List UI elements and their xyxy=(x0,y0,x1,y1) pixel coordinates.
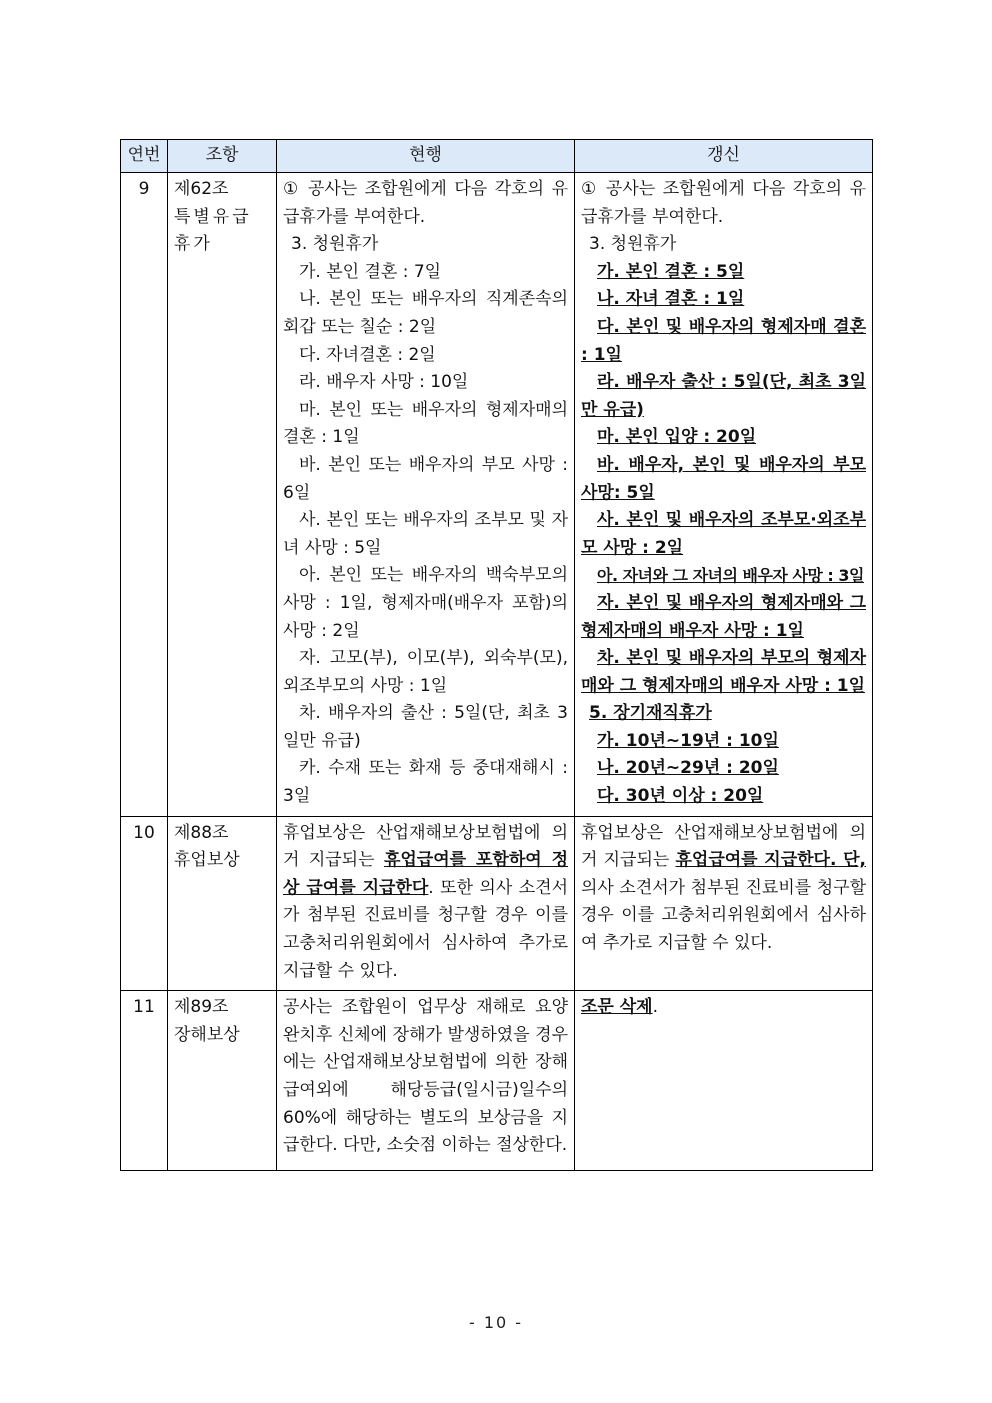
updated-item: 사. 본인 및 배우자의 조부모·외조부모 사망 : 2일 xyxy=(581,510,866,558)
header-current: 현행 xyxy=(277,140,575,173)
updated-item: 마. 본인 입양 : 20일 xyxy=(597,427,757,448)
article-title: 휴업보상 xyxy=(174,850,240,871)
article-number: 제88조 xyxy=(174,822,229,843)
current-item: 카. 수재 또는 화재 등 중대재해시 : 3일 xyxy=(283,758,568,807)
current-text-emph: 휴업급여를 포함하여 정상 급여를 지급한다 xyxy=(283,850,569,898)
header-row xyxy=(121,140,873,173)
current-item: 나. 본인 또는 배우자의 직계존속의 회갑 또는 칠순 : 2일 xyxy=(283,289,568,337)
current-text: 공사는 조합원이 업무상 재해로 요양 완치후 신체에 장해가 발생하였을 경우에는 산업재해보상보험법에 의한 장해급여외에 해당등급(일시금)일수의 60%에 해당하는 별도의 보상금을 지급한다. 다만, 소숫점 이하는 절상한다. xyxy=(283,997,568,1156)
updated-text-post: . xyxy=(652,997,659,1018)
current-item: 차. 배우자의 출산 : 5일(단, 최초 3일만 유급) xyxy=(283,703,568,751)
updated-item: 다. 30년 이상 : 20일 xyxy=(597,786,764,807)
article-title: 장해보상 xyxy=(174,1024,240,1045)
article-cell xyxy=(168,991,277,1171)
updated-item: 가. 본인 결혼 : 5일 xyxy=(597,261,745,282)
updated-item: 다. 본인 및 배우자의 형제자매 결혼 : 1일 xyxy=(581,316,866,365)
amendment-table xyxy=(120,139,873,1171)
updated-text-cell xyxy=(575,991,873,1171)
article-cell xyxy=(168,173,277,817)
current-item: 마. 본인 또는 배우자의 형제자매의 결혼 : 1일 xyxy=(283,399,568,448)
updated-text-emph: 조문 삭제 xyxy=(581,997,653,1018)
header-no: 연번 xyxy=(121,140,168,173)
current-item: 라. 배우자 사망 : 10일 xyxy=(299,372,469,393)
current-item: 가. 본인 결혼 : 7일 xyxy=(299,261,442,282)
article-number: 제89조 xyxy=(174,997,229,1018)
article-title: 특별유급휴가 xyxy=(174,206,252,255)
article-cell xyxy=(168,816,277,991)
updated-intro: ① 공사는 조합원에게 다음 각호의 유급휴가를 부여한다. xyxy=(581,179,866,227)
updated-item: 나. 20년~29년 : 20일 xyxy=(597,758,779,779)
current-text-cell xyxy=(277,991,575,1171)
updated-item: 자. 본인 및 배우자의 형제자매와 그 형제자매의 배우자 사망 : 1일 xyxy=(581,592,866,641)
updated-text-post: 의사 소견서가 첨부된 진료비를 청구할 경우 이를 고충처리위원회에서 심사하여 추가로 지급할 수 있다. xyxy=(581,877,866,954)
updated-section: 3. 청원휴가 xyxy=(589,234,677,255)
table-row xyxy=(121,816,873,991)
table-row xyxy=(121,173,873,817)
page-number: - 10 - xyxy=(468,1313,524,1332)
current-item: 바. 본인 또는 배우자의 부모 사망 : 6일 xyxy=(283,454,568,503)
updated-item: 나. 자녀 결혼 : 1일 xyxy=(597,289,745,310)
updated-item: 바. 배우자, 본인 및 배우자의 부모 사망: 5일 xyxy=(581,454,866,503)
current-item: 자. 고모(부), 이모(부), 외숙부(모), 외조부모의 사망 : 1일 xyxy=(283,648,568,696)
updated-item: 아. 자녀와 그 자녀의 배우자 사망 : 3일 xyxy=(597,566,864,586)
row-number: 11 xyxy=(121,991,168,1171)
current-item: 사. 본인 또는 배우자의 조부모 및 자녀 사망 : 5일 xyxy=(283,510,568,558)
updated-text-cell xyxy=(575,173,873,817)
row-number: 9 xyxy=(121,173,168,817)
current-text-pre: 휴업보상은 산업재해보상보험법에 의거 지급되는 xyxy=(283,822,568,871)
updated-text-cell xyxy=(575,816,873,991)
updated-text-emph: 휴업급여를 지급한다. 단, xyxy=(675,850,866,871)
header-updated: 갱신 xyxy=(575,140,873,173)
current-section: 3. 청원휴가 xyxy=(291,234,379,255)
current-item: 다. 자녀결혼 : 2일 xyxy=(299,344,436,365)
article-number: 제62조 xyxy=(174,179,229,199)
row-number: 10 xyxy=(121,816,168,991)
updated-text-pre: 휴업보상은 산업재해보상보험법에 의거 지급되는 xyxy=(581,822,866,871)
current-text-cell xyxy=(277,173,575,817)
current-text-post: . 또한 의사 소견서가 첨부된 진료비를 청구할 경우 이를 고충처리위원회에서 심사하여 추가로 지급할 수 있다. xyxy=(283,877,568,981)
updated-item: 가. 10년~19년 : 10일 xyxy=(597,730,779,751)
updated-section-2: 5. 장기재직휴가 xyxy=(589,703,712,724)
updated-item: 차. 본인 및 배우자의 부모의 형제자매와 그 형제자매의 배우자 사망 : 1일 xyxy=(581,648,866,696)
current-item: 아. 본인 또는 배우자의 백숙부모의 사망 : 1일, 형제자매(배우자 포함)의 사망 : 2일 xyxy=(283,565,568,641)
updated-item: 라. 배우자 출산 : 5일(단, 최초 3일만 유급) xyxy=(581,372,866,420)
header-article: 조항 xyxy=(168,140,277,173)
table-row xyxy=(121,991,873,1171)
current-text-cell xyxy=(277,816,575,991)
current-intro: ① 공사는 조합원에게 다음 각호의 유급휴가를 부여한다. xyxy=(283,179,568,227)
